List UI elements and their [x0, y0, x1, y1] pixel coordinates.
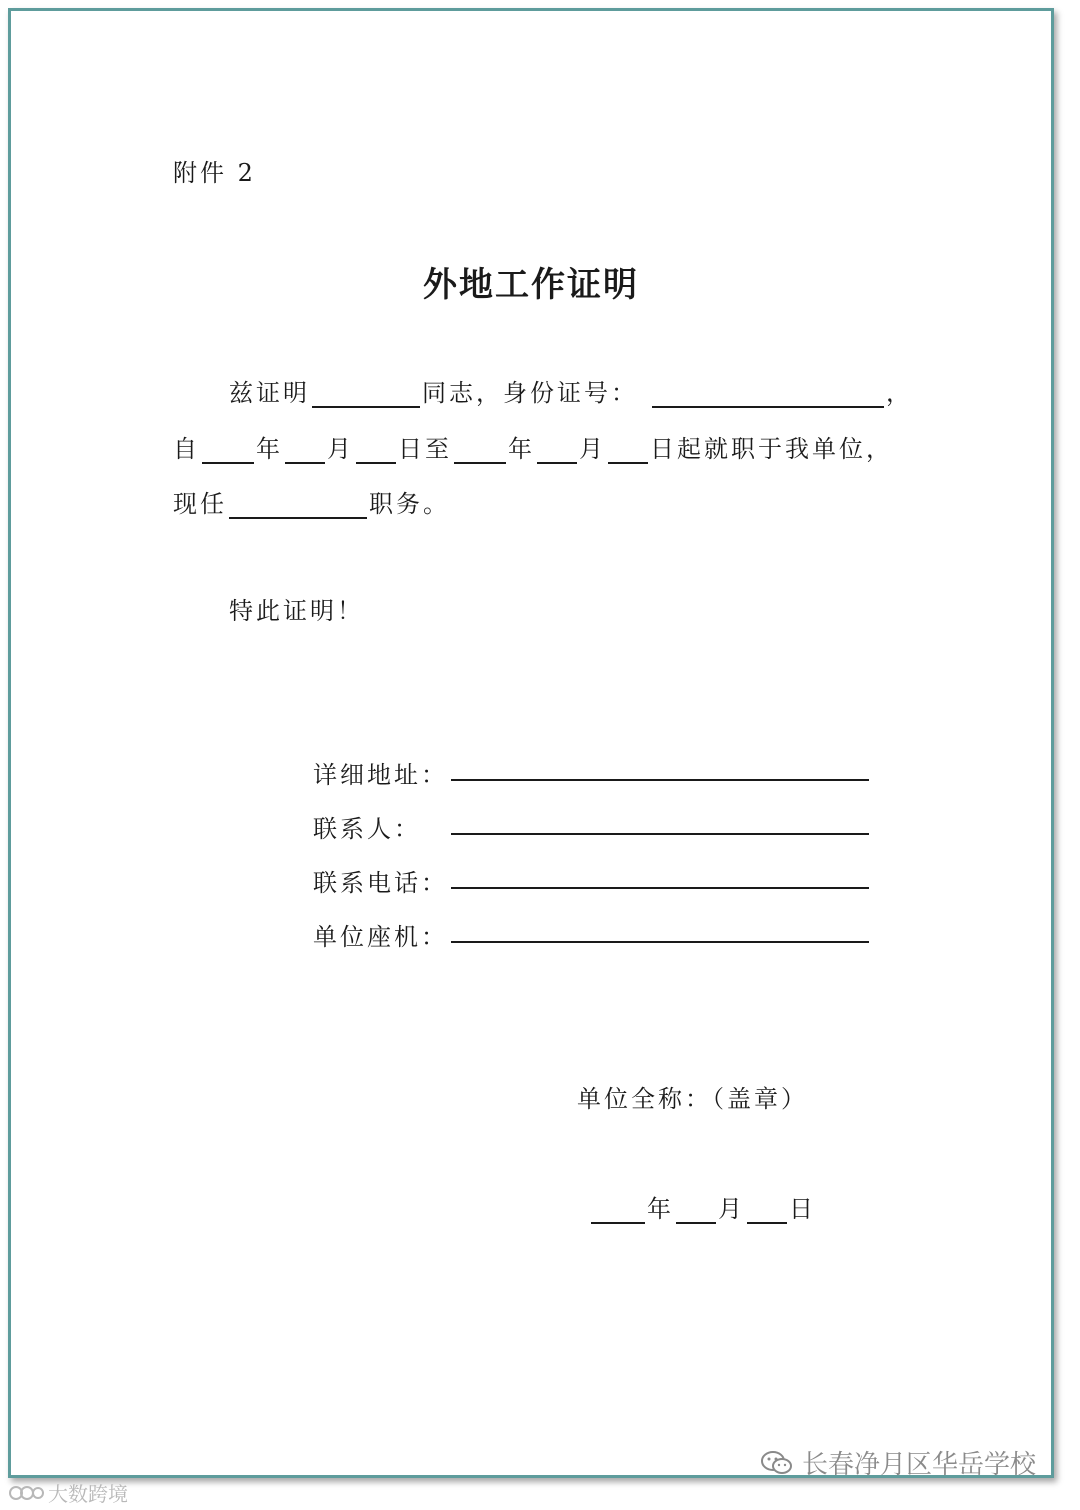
- landline-line[interactable]: [451, 941, 869, 943]
- brand-logo-icon: [8, 1483, 44, 1503]
- text-line2-end: 日起就职于我单位，: [650, 435, 893, 463]
- text-certify: 兹证明: [229, 379, 310, 407]
- corner-brand-mark: [8, 1478, 128, 1507]
- corner-mark-text: 大数跨境: [48, 1482, 128, 1506]
- sign-day-blank[interactable]: [747, 1200, 787, 1224]
- attachment-label: 附件 2: [173, 159, 256, 187]
- end-year-blank[interactable]: [454, 440, 506, 464]
- start-day-blank[interactable]: [356, 440, 396, 464]
- name-blank[interactable]: [312, 384, 420, 408]
- contact-person-line[interactable]: [451, 833, 869, 835]
- text-sign-month: 月: [718, 1195, 745, 1223]
- start-year-blank[interactable]: [202, 440, 254, 464]
- landline-label: 单位座机：: [313, 923, 448, 951]
- org-full-name: 单位全称：（盖章）: [577, 1085, 808, 1113]
- text-month-2: 月: [579, 435, 606, 463]
- text-month: 月: [327, 435, 354, 463]
- text-current: 现任: [173, 490, 227, 518]
- start-month-blank[interactable]: [285, 440, 325, 464]
- text-duty: 职务。: [369, 490, 450, 518]
- text-sign-year: 年: [647, 1195, 674, 1223]
- position-blank[interactable]: [229, 495, 367, 519]
- closing-statement: 特此证明！: [229, 597, 364, 625]
- text-sign-day: 日: [789, 1195, 816, 1223]
- address-label: 详细地址：: [313, 761, 448, 789]
- phone-line[interactable]: [451, 887, 869, 889]
- watermark-text: 长春净月区华岳学校: [802, 1450, 1037, 1480]
- paragraph-line-1: [229, 373, 913, 408]
- text-day-to: 日至: [398, 435, 452, 463]
- text-comma: ，: [886, 379, 913, 407]
- sign-month-blank[interactable]: [676, 1200, 716, 1224]
- phone-label: 联系电话：: [313, 869, 448, 897]
- end-day-blank[interactable]: [608, 440, 648, 464]
- paragraph-line-2: [173, 429, 893, 464]
- contact-person-label: 联系人：: [313, 815, 421, 843]
- end-month-blank[interactable]: [537, 440, 577, 464]
- wechat-icon: [760, 1449, 794, 1477]
- sign-year-blank[interactable]: [591, 1200, 645, 1224]
- address-line[interactable]: [451, 779, 869, 781]
- text-year-2: 年: [508, 435, 535, 463]
- sign-date: [589, 1189, 816, 1224]
- text-year: 年: [256, 435, 283, 463]
- document-page: [8, 8, 1054, 1478]
- id-number-blank[interactable]: [652, 384, 884, 408]
- watermark: [760, 1444, 1036, 1481]
- text-from: 自: [173, 435, 200, 463]
- document-title: 外地工作证明: [423, 265, 639, 305]
- paragraph-line-3: [173, 484, 450, 519]
- text-comrade-id: 同志，身份证号：: [422, 379, 638, 407]
